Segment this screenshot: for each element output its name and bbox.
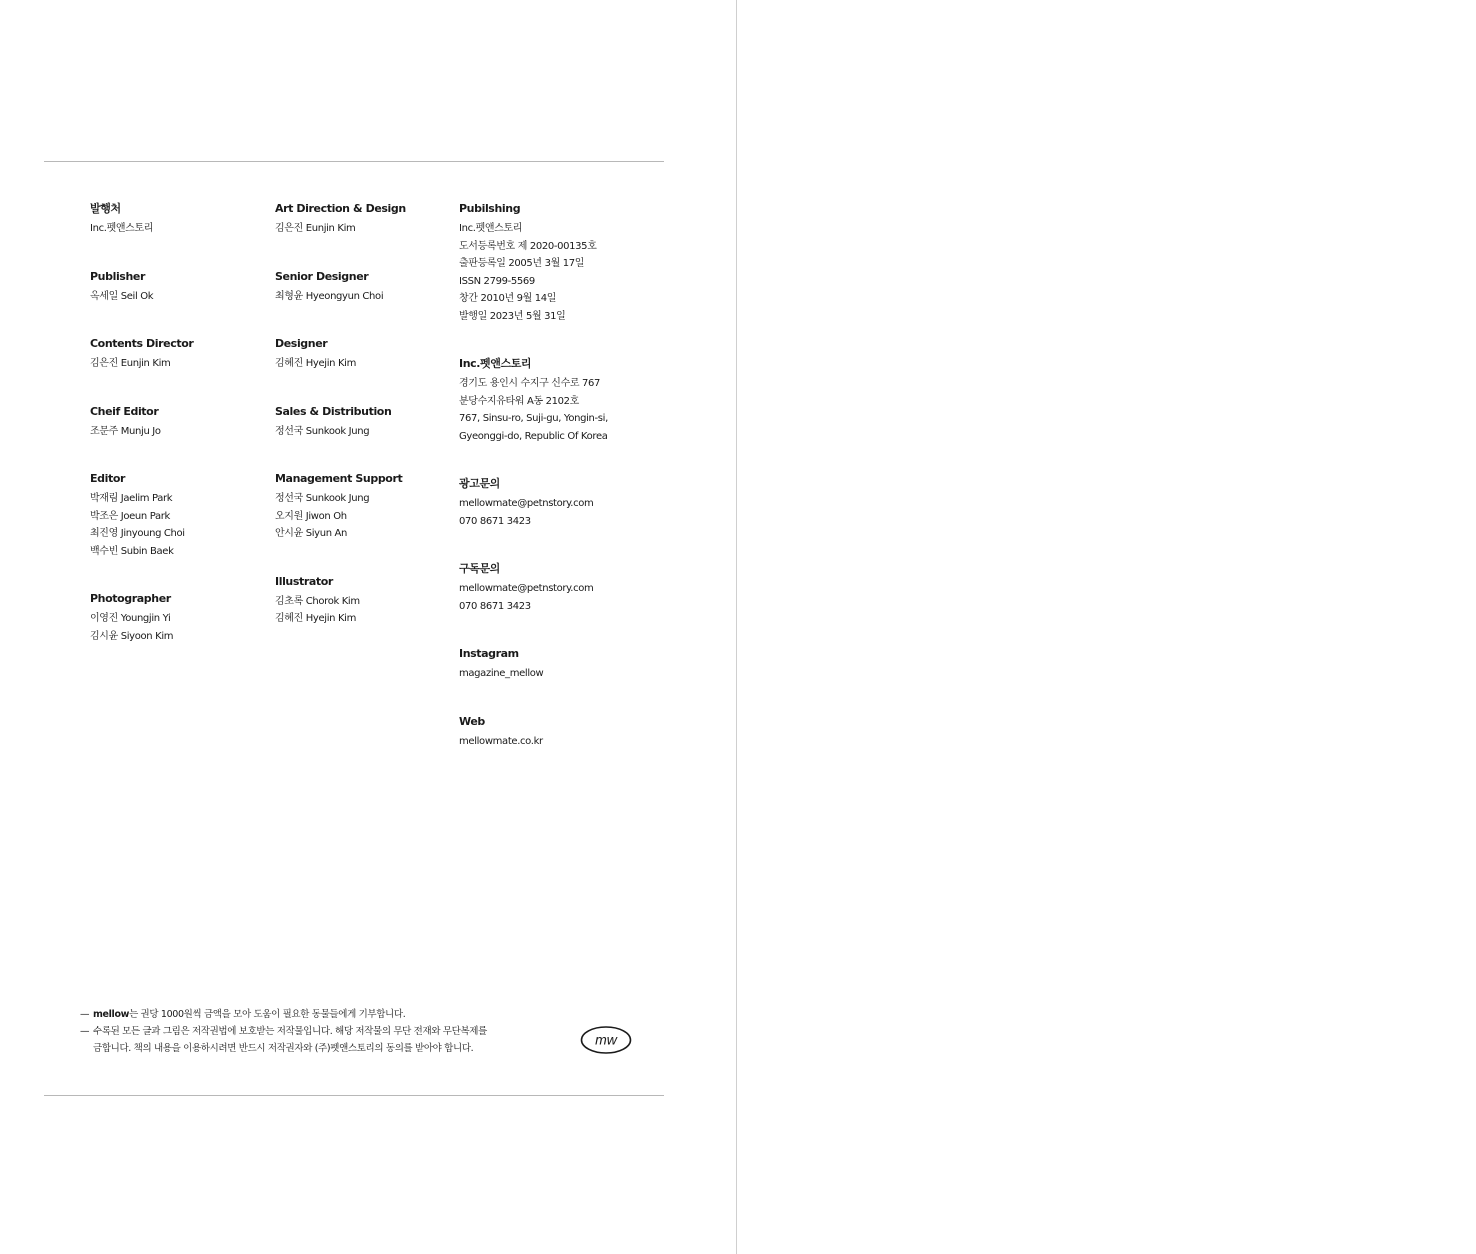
logo-text: mw <box>595 1031 617 1048</box>
credit-heading: Illustrator <box>275 574 333 588</box>
credit-heading: Sales & Distribution <box>275 404 392 418</box>
credit-block <box>275 269 465 306</box>
note-dash: — <box>80 1009 90 1020</box>
credit-heading: Designer <box>275 337 328 350</box>
credit-line: Inc.펫앤스토리 <box>459 223 523 234</box>
credit-line: magazine_mellow <box>459 668 544 679</box>
top-rule <box>44 161 664 162</box>
credit-line: 정선국 Sunkook Jung <box>275 425 370 437</box>
credit-line: 김초록 Chorok Kim <box>275 595 360 607</box>
credit-block <box>459 646 659 683</box>
credit-heading: Photographer <box>90 592 171 605</box>
credit-heading: Editor <box>90 472 125 485</box>
credit-block <box>459 201 659 325</box>
footer-notes <box>80 1006 560 1057</box>
credit-heading: Web <box>459 714 485 728</box>
credit-heading: Contents Director <box>90 337 194 350</box>
credit-heading: Inc.펫앤스토리 <box>459 357 532 370</box>
credit-line: 조문주 Munju Jo <box>90 425 161 437</box>
credit-block <box>459 356 659 445</box>
credit-heading: Instagram <box>459 647 519 660</box>
credit-line: 최진영 Jinyoung Choi <box>90 528 185 539</box>
credit-line: 김혜진 Hyejin Kim <box>275 613 356 624</box>
credit-line: 박조은 Joeun Park <box>90 510 170 522</box>
credits-column-2 <box>275 201 465 628</box>
credit-line: 안시윤 Siyun An <box>275 528 348 539</box>
credit-line: Gyeonggi-do, Republic Of Korea <box>459 430 608 442</box>
brand-name: mellow <box>93 1009 130 1020</box>
mw-logo <box>580 1025 632 1055</box>
credit-line: 창간 2010년 9월 14일 <box>459 293 557 304</box>
credit-line: 김혜진 Hyejin Kim <box>275 358 356 369</box>
credit-line: 발행일 2023년 5월 31일 <box>459 310 566 322</box>
credit-line: 옥세일 Seil Ok <box>90 290 154 302</box>
credit-line: 070 8671 3423 <box>459 515 531 527</box>
copyright-line-2: 금합니다. 책의 내용을 이용하시려면 반드시 저작권자와 (주)펫앤스토리의 동의를 받아야 합니다. <box>93 1043 474 1054</box>
credit-heading: 광고문의 <box>459 477 500 490</box>
credit-heading: 구독문의 <box>459 562 500 575</box>
credit-line: 김은진 Eunjin Kim <box>90 358 171 369</box>
credit-heading: Publisher <box>90 269 145 283</box>
credit-heading: Cheif Editor <box>90 404 159 418</box>
credit-line: mellowmate@petnstory.com <box>459 498 594 509</box>
credit-block <box>275 336 465 373</box>
credit-block <box>459 476 659 530</box>
page-divider <box>736 0 737 1254</box>
credit-block <box>90 591 280 645</box>
credit-line: 정선국 Sunkook Jung <box>275 493 370 504</box>
credit-block <box>90 269 280 306</box>
credit-block <box>275 471 465 543</box>
credit-line: 경기도 용인시 수지구 신수로 767 <box>459 378 601 389</box>
credit-line: 김시윤 Siyoon Kim <box>90 630 174 642</box>
credit-line: ISSN 2799-5569 <box>459 275 535 287</box>
credit-line: 박재림 Jaelim Park <box>90 493 173 504</box>
credit-line: 김은진 Eunjin Kim <box>275 223 356 234</box>
credit-heading: Art Direction & Design <box>275 202 406 215</box>
credit-block <box>275 574 465 628</box>
credits-column-1 <box>90 201 280 645</box>
credit-line: Inc.펫앤스토리 <box>90 223 154 234</box>
credit-line: mellowmate.co.kr <box>459 735 543 747</box>
credit-line: 070 8671 3423 <box>459 600 531 612</box>
credit-line: mellowmate@petnstory.com <box>459 583 594 594</box>
credit-line: 출판등록일 2005년 3월 17일 <box>459 258 585 269</box>
credit-heading: Pubilshing <box>459 202 521 215</box>
credit-block <box>90 404 280 441</box>
credit-heading: 발행처 <box>90 202 121 215</box>
credit-line: 분당수지유타워 A동 2102호 <box>459 395 579 407</box>
note-dash: — <box>80 1026 90 1037</box>
credit-heading: Management Support <box>275 472 403 485</box>
info-column <box>459 201 659 750</box>
credit-block <box>275 404 465 441</box>
credit-line: 백수빈 Subin Baek <box>90 545 174 557</box>
credit-block <box>90 201 280 238</box>
credit-block <box>459 714 659 751</box>
credit-line: 이영진 Youngjin Yi <box>90 613 171 624</box>
credit-block <box>459 561 659 615</box>
bottom-rule <box>44 1095 664 1096</box>
credit-heading: Senior Designer <box>275 269 369 283</box>
credit-block <box>90 471 280 560</box>
donation-text: 는 권당 1000원씩 금액을 모아 도움이 필요한 동물들에게 기부합니다. <box>129 1009 406 1020</box>
credit-block <box>90 336 280 373</box>
donation-note <box>80 1006 560 1023</box>
copyright-note <box>80 1023 560 1057</box>
credit-line: 최형윤 Hyeongyun Choi <box>275 290 384 302</box>
credit-line: 767, Sinsu-ro, Suji-gu, Yongin-si, <box>459 413 608 424</box>
copyright-line-1: 수록된 모든 글과 그림은 저작권법에 보호받는 저작물입니다. 해당 저작물의 무단 전재와 무단복제를 <box>93 1026 487 1037</box>
credit-block <box>275 201 465 238</box>
credit-line: 오지원 Jiwon Oh <box>275 510 347 522</box>
credit-line: 도서등록번호 제 2020-00135호 <box>459 240 597 252</box>
